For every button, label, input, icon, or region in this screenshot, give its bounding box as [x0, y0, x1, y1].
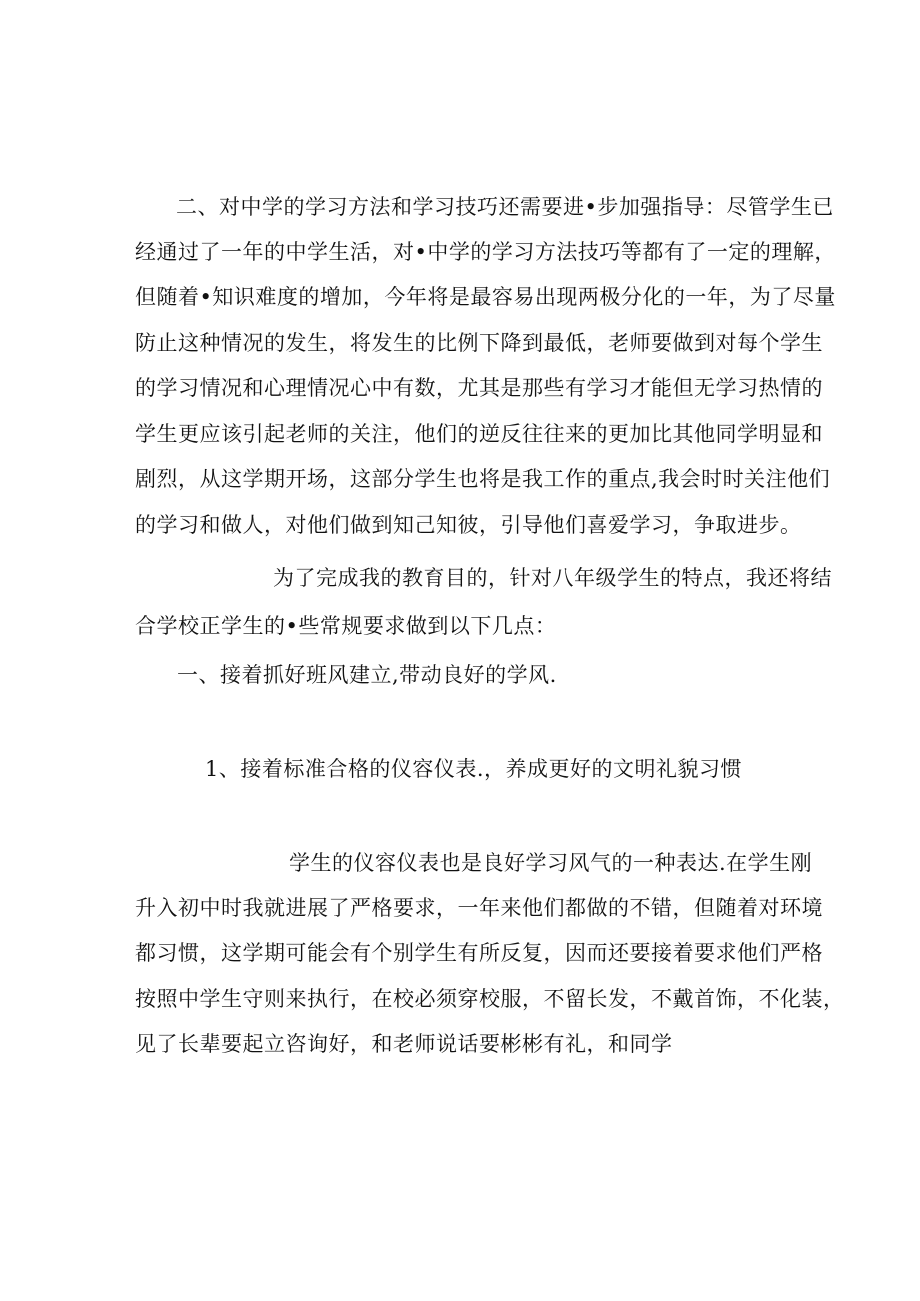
paragraph-3-line-5: 见了长辈要起立咨询好，和老师说话要彬彬有礼，和同学 — [135, 1032, 673, 1056]
paragraph-3-line-3: 都习惯，这学期可能会有个别学生有所反复，因而还要接着要求他们严格 — [135, 941, 823, 965]
section-heading-2-text: 1、接着标准合格的仪容仪表.，养成更好的文明礼貌习惯 — [205, 757, 743, 781]
paragraph-3-line-4: 按照中学生守则来执行，在校必须穿校服，不留长发，不戴首饰，不化装， — [135, 987, 845, 1011]
paragraph-3-line-2: 升入初中时我就进展了严格要求，一年来他们都做的不错，但随着对环境 — [135, 896, 823, 920]
paragraph-1-line-6: 学生更应该引起老师的关注，他们的逆反往往来的更加比其他同学明显和 — [135, 422, 823, 446]
section-heading-1-text: 一、接着抓好班风建立,带动良好的学风. — [177, 663, 557, 687]
paragraph-1-line-5: 的学习情况和心理情况心中有数，尤其是那些有学习才能但无学习热情的 — [135, 376, 823, 400]
paragraph-1-line-2: 经通过了一年的中学生活，对•中学的学习方法技巧等都有了一定的理解， — [135, 240, 836, 264]
paragraph-1-line-3: 但随着•知识难度的增加，今年将是最容易出现两极分化的一年，为了尽量 — [135, 285, 836, 309]
paragraph-2-line-2: 合学校正学生的•些常规要求做到以下几点： — [135, 614, 557, 638]
paragraph-1-line-4: 防止这种情况的发生，将发生的比例下降到最低，老师要做到对每个学生 — [135, 331, 823, 355]
paragraph-2-line-1: 为了完成我的教育目的，针对八年级学生的特点，我还将结 — [273, 566, 832, 590]
paragraph-3-line-1: 学生的仪容仪表也是良好学习风气的一种表达.在学生刚 — [289, 851, 813, 875]
paragraph-1-line-8: 的学习和做人，对他们做到知己知彼，引导他们喜爱学习，争取进步。 — [135, 513, 802, 537]
paragraph-1-line-7: 剧烈，从这学期开场，这部分学生也将是我工作的重点,我会时时关注他们 — [135, 467, 831, 491]
paragraph-1-line-1: 二、对中学的学习方法和学习技巧还需要进•步加强指导：尽管学生已 — [176, 195, 834, 219]
